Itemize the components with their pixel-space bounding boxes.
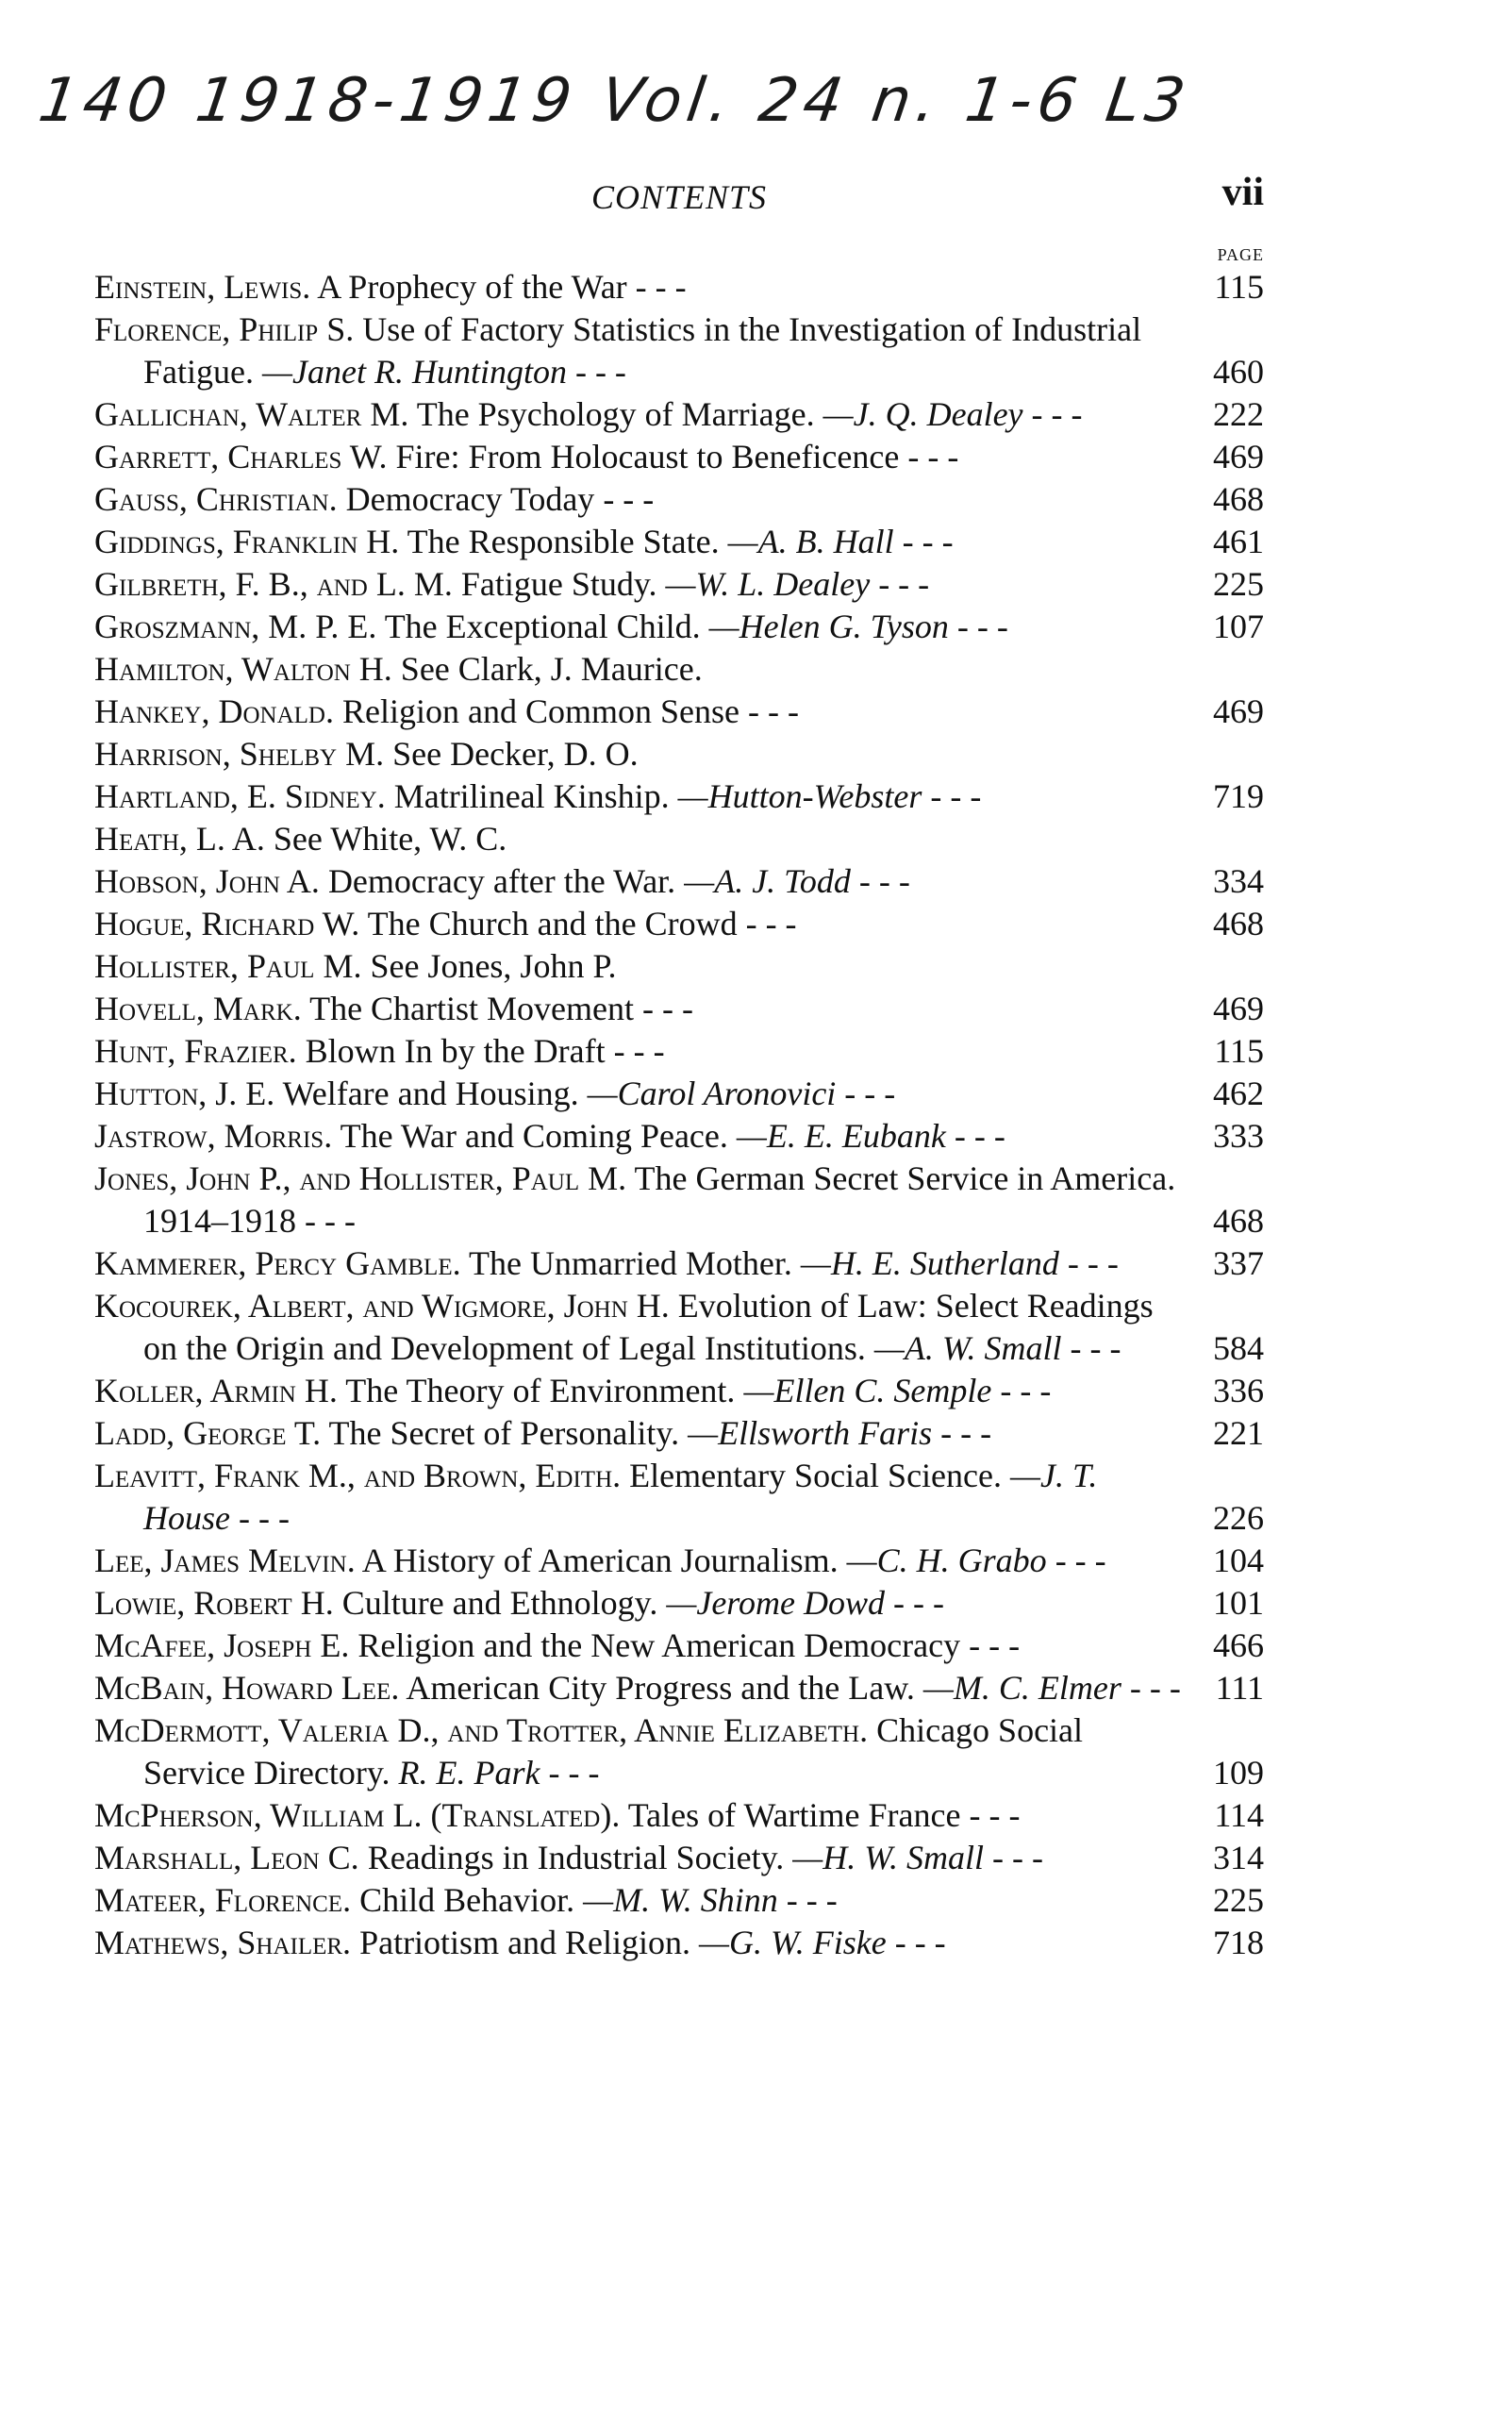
entry-page: 111 [1215,1669,1264,1707]
dot-leader: - - - [984,1839,1043,1876]
entry-author: Gallichan, Walter M. [94,395,409,433]
dot-leader: - - - [566,353,626,391]
entry-text [94,563,1188,606]
entry-author: Gilbreth, F. B., and L. M. [94,565,453,603]
entry-reviewer: —H. W. Small [792,1839,984,1876]
contents-entry [94,1073,1264,1115]
entry-page: 468 [1213,480,1264,518]
entry-page: 225 [1213,1881,1264,1919]
dot-leader: - - - [850,862,910,900]
entry-page: 109 [1213,1754,1264,1792]
entry-author: Mathews, Shailer. [94,1924,352,1961]
entry-text [94,1540,1188,1582]
contents-entry [94,308,1264,393]
contents-entry [94,988,1264,1030]
entry-text [94,1370,1188,1412]
entry-text [94,1625,1188,1667]
contents-list [94,266,1264,1964]
dot-leader: - - - [605,1032,665,1070]
entry-text [94,1030,1188,1073]
entry-author: Leavitt, Frank M., and Brown, Edith. [94,1457,622,1494]
entry-page: 334 [1213,862,1264,900]
entry-title: Patriotism and Religion. [359,1924,691,1961]
entry-author: Kammerer, Percy Gamble. [94,1244,461,1282]
entry-author: Marshall, Leon C. [94,1839,359,1876]
entry-text [94,1285,1188,1370]
entry-author: Groszmann, M. P. E. [94,608,377,645]
entry-page: 221 [1213,1414,1264,1452]
entry-title: Fire: From Holocaust to Beneficence [395,438,900,475]
entry-text [94,1455,1188,1540]
entry-author: Hamilton, Walton H. [94,650,392,688]
dot-leader: - - - [540,1754,600,1792]
entry-text [94,1667,1188,1709]
contents-entry [94,1794,1264,1837]
entry-text [94,393,1188,436]
contents-entry [94,563,1264,606]
entry-text [94,733,1188,775]
entry-reviewer: —H. E. Sutherland [800,1244,1059,1282]
entry-author: Ladd, George T. [94,1414,322,1452]
dot-leader: - - - [948,608,1008,645]
entry-author: Einstein, Lewis. [94,268,311,306]
entry-text [94,266,1188,308]
entry-title: Religion and the New American Democracy [357,1626,961,1664]
dot-leader: - - - [886,1924,946,1961]
entry-page: 114 [1214,1796,1264,1834]
entry-title: A History of American Journalism. [361,1542,839,1579]
entry-page: 115 [1214,1032,1264,1070]
contents-entry [94,1540,1264,1582]
contents-entry [94,521,1264,563]
dot-leader: - - - [296,1202,356,1240]
entry-title: The Theory of Environment. [345,1372,736,1409]
entry-page: 460 [1213,353,1264,391]
entry-text [94,988,1188,1030]
entry-page: 584 [1213,1329,1264,1367]
entry-page: 469 [1213,438,1264,475]
contents-entry [94,1412,1264,1455]
entry-title: Fatigue Study. [460,565,657,603]
dot-leader: - - - [1121,1669,1181,1707]
dot-leader: - - - [945,1117,1005,1155]
entry-reviewer: —Ellsworth Faris [688,1414,933,1452]
entry-page: 718 [1213,1924,1264,1961]
contents-entry [94,818,1264,860]
entry-reviewer: —Hutton-Webster [677,777,922,815]
entry-text [94,945,1188,988]
entry-page: 719 [1213,777,1264,815]
entry-page: 225 [1213,565,1264,603]
contents-entry [94,1455,1264,1540]
entry-reviewer: —Ellen C. Semple [743,1372,992,1409]
entry-text [94,606,1188,648]
entry-text [94,1073,1188,1115]
entry-reviewer: —A. W. Small [873,1329,1062,1367]
entry-reviewer: —M. C. Elmer [922,1669,1122,1707]
entry-author: Hobson, John A. [94,862,320,900]
entry-reviewer: —Helen G. Tyson [708,608,949,645]
contents-entry [94,1625,1264,1667]
entry-author: Florence, Philip S. [94,310,355,348]
entry-text [94,1879,1188,1922]
contents-entry [94,1837,1264,1879]
entry-title: Child Behavior. [359,1881,575,1919]
dot-leader: - - - [1046,1542,1106,1579]
page-number: vii [1221,171,1264,214]
contents-entry [94,691,1264,733]
contents-entry [94,733,1264,775]
dot-leader: - - - [893,523,954,560]
entry-page: 104 [1213,1542,1264,1579]
entry-reviewer: —J. Q. Dealey [822,395,1023,433]
contents-entry [94,1879,1264,1922]
entry-text [94,691,1188,733]
entry-text [94,1242,1188,1285]
dot-leader: - - - [922,777,982,815]
entry-author: Garrett, Charles W. [94,438,388,475]
contents-entry [94,266,1264,308]
entry-page: 226 [1213,1499,1264,1537]
dot-leader: - - - [836,1075,896,1112]
dot-leader: - - - [739,692,799,730]
entry-title: The Secret of Personality. [328,1414,680,1452]
entry-author: Kocourek, Albert, and Wigmore, John H. [94,1287,670,1325]
entry-author: Mateer, Florence. [94,1881,352,1919]
entry-page: 469 [1213,990,1264,1027]
entry-title: Blown In by the Draft [305,1032,606,1070]
entry-title: The Unmarried Mother. [468,1244,792,1282]
contents-entry [94,1285,1264,1370]
entry-reviewer: —Janet R. Huntington [261,353,567,391]
entry-page: 336 [1213,1372,1264,1409]
entry-author: Giddings, Franklin H. [94,523,400,560]
entry-text [94,775,1188,818]
entry-title: Chicago Social Service Directory. [143,1711,1084,1792]
entry-text [94,521,1188,563]
entry-title: Religion and Common Sense [341,692,739,730]
entry-title: The Responsible State. [407,523,720,560]
entry-author: McBain, Howard Lee. [94,1669,400,1707]
entry-title: Readings in Industrial Society. [367,1839,785,1876]
entry-text [94,1794,1188,1837]
entry-title: American City Progress and the Law. [406,1669,915,1707]
entry-text [94,1709,1188,1794]
entry-text [94,478,1188,521]
dot-leader: - - - [594,480,655,518]
contents-entry [94,903,1264,945]
entry-page: 333 [1213,1117,1264,1155]
dot-leader: - - - [960,1626,1021,1664]
entry-reviewer: —A. B. Hall [727,523,894,560]
page-column-label: PAGE [1217,245,1264,264]
contents-entry [94,1582,1264,1625]
entry-reviewer: R. E. Park [398,1754,540,1792]
entry-title: See Decker, D. O. [392,735,639,773]
contents-entry [94,436,1264,478]
entry-reviewer: —G. W. Fiske [699,1924,887,1961]
dot-leader: - - - [899,438,959,475]
entry-author: Heath, L. A. [94,820,265,858]
entry-author: Hunt, Frazier. [94,1032,297,1070]
dot-leader: - - - [932,1414,992,1452]
entry-page: 468 [1213,1202,1264,1240]
entry-title: Matrilineal Kinship. [393,777,670,815]
contents-entry [94,1030,1264,1073]
entry-reviewer: —Jerome Dowd [666,1584,885,1622]
entry-author: Hovell, Mark. [94,990,302,1027]
entry-author: Hankey, Donald. [94,692,334,730]
entry-reviewer: —M. W. Shinn [583,1881,778,1919]
entry-page: 469 [1213,692,1264,730]
entry-title: The Chartist Movement [309,990,635,1027]
dot-leader: - - - [1022,395,1083,433]
entry-author: Lowie, Robert H. [94,1584,334,1622]
dot-leader: - - - [960,1796,1021,1834]
entry-text [94,1115,1188,1158]
entry-title: See Jones, John P. [370,947,617,985]
entry-title: Culture and Ethnology. [341,1584,658,1622]
entry-reviewer: —W. L. Dealey [665,565,871,603]
entry-reviewer: —A. J. Todd [684,862,851,900]
entry-title: The Psychology of Marriage. [416,395,815,433]
entry-reviewer: —Carol Aronovici [587,1075,837,1112]
entry-title: A Prophecy of the War [317,268,627,306]
entry-text [94,1582,1188,1625]
contents-entry [94,1242,1264,1285]
entry-page: 314 [1213,1839,1264,1876]
entry-page: 101 [1213,1584,1264,1622]
entry-author: McAfee, Joseph E. [94,1626,350,1664]
dot-leader: - - - [1058,1244,1119,1282]
dot-leader: - - - [634,990,693,1027]
entry-title: The Church and the Crowd [367,905,738,942]
contents-entry [94,1115,1264,1158]
entry-author: Hartland, E. Sidney. [94,777,386,815]
contents-entry [94,606,1264,648]
entry-page: 107 [1213,608,1264,645]
handwritten-note: 140 1918-1919 Vol. 24 n. 1-6 L3 [34,66,1195,136]
entry-reviewer: —J. T. House [143,1457,1098,1537]
entry-author: McPherson, William L. (Translated). [94,1796,621,1834]
contents-entry [94,860,1264,903]
entry-title: Welfare and Housing. [282,1075,579,1112]
entry-text [94,308,1188,393]
dot-leader: - - - [626,268,687,306]
entry-author: Jastrow, Morris. [94,1117,333,1155]
dot-leader: - - - [1061,1329,1122,1367]
page-header [94,170,1264,236]
contents-entry [94,945,1264,988]
dot-leader: - - - [870,565,930,603]
entry-page: 222 [1213,395,1264,433]
contents-entry [94,478,1264,521]
dot-leader: - - - [991,1372,1052,1409]
entry-title: Elementary Social Science. [629,1457,1002,1494]
entry-text [94,1837,1188,1879]
entry-author: Lee, James Melvin. [94,1542,356,1579]
contents-entry [94,775,1264,818]
entry-title: Use of Factory Statistics in the Investigation of Industrial Fatigue. [143,310,1142,391]
entry-title: The War and Coming Peace. [340,1117,728,1155]
entry-author: Hollister, Paul M. [94,947,362,985]
entry-title: Evolution of Law: Select Readings on the Origin and Development of Legal Institutions. [143,1287,1154,1367]
contents-entry [94,393,1264,436]
entry-title: Tales of Wartime France [627,1796,961,1834]
entry-page: 468 [1213,905,1264,942]
entry-author: Hutton, J. E. [94,1075,275,1112]
contents-entry [94,648,1264,691]
entry-text [94,818,1188,860]
entry-title: Democracy after the War. [327,862,676,900]
dot-leader: - - - [884,1584,944,1622]
entry-title: See White, W. C. [273,820,507,858]
entry-author: Koller, Armin H. [94,1372,338,1409]
page-title: CONTENTS [590,178,768,216]
entry-title: Democracy Today [345,480,595,518]
entry-author: Harrison, Shelby M. [94,735,385,773]
entry-text [94,1158,1188,1242]
entry-text [94,1412,1188,1455]
contents-entry [94,1709,1264,1794]
entry-page: 462 [1213,1075,1264,1112]
entry-author: McDermott, Valeria D., and Trotter, Annie Elizabeth. [94,1711,869,1749]
entry-page: 466 [1213,1626,1264,1664]
entry-reviewer: —E. E. Eubank [736,1117,946,1155]
contents-entry [94,1370,1264,1412]
dot-leader: - - - [777,1881,838,1919]
dot-leader: - - - [737,905,797,942]
contents-entry [94,1667,1264,1709]
entry-title: The Exceptional Child. [384,608,701,645]
entry-author: Gauss, Christian. [94,480,338,518]
entry-author: Jones, John P., and Hollister, Paul M. [94,1159,627,1197]
contents-entry [94,1922,1264,1964]
entry-text [94,648,1188,691]
entry-text [94,860,1188,903]
contents-entry [94,1158,1264,1242]
entry-page: 337 [1213,1244,1264,1282]
dot-leader: - - - [230,1499,290,1537]
entry-text [94,436,1188,478]
entry-text [94,903,1188,945]
entry-author: Hogue, Richard W. [94,905,360,942]
entry-page: 461 [1213,523,1264,560]
entry-page: 115 [1214,268,1264,306]
entry-title: The German Secret Service in America. 1914–1918 [143,1159,1176,1240]
entry-text [94,1922,1188,1964]
entry-title: See Clark, J. Maurice. [400,650,703,688]
entry-reviewer: —C. H. Grabo [846,1542,1047,1579]
